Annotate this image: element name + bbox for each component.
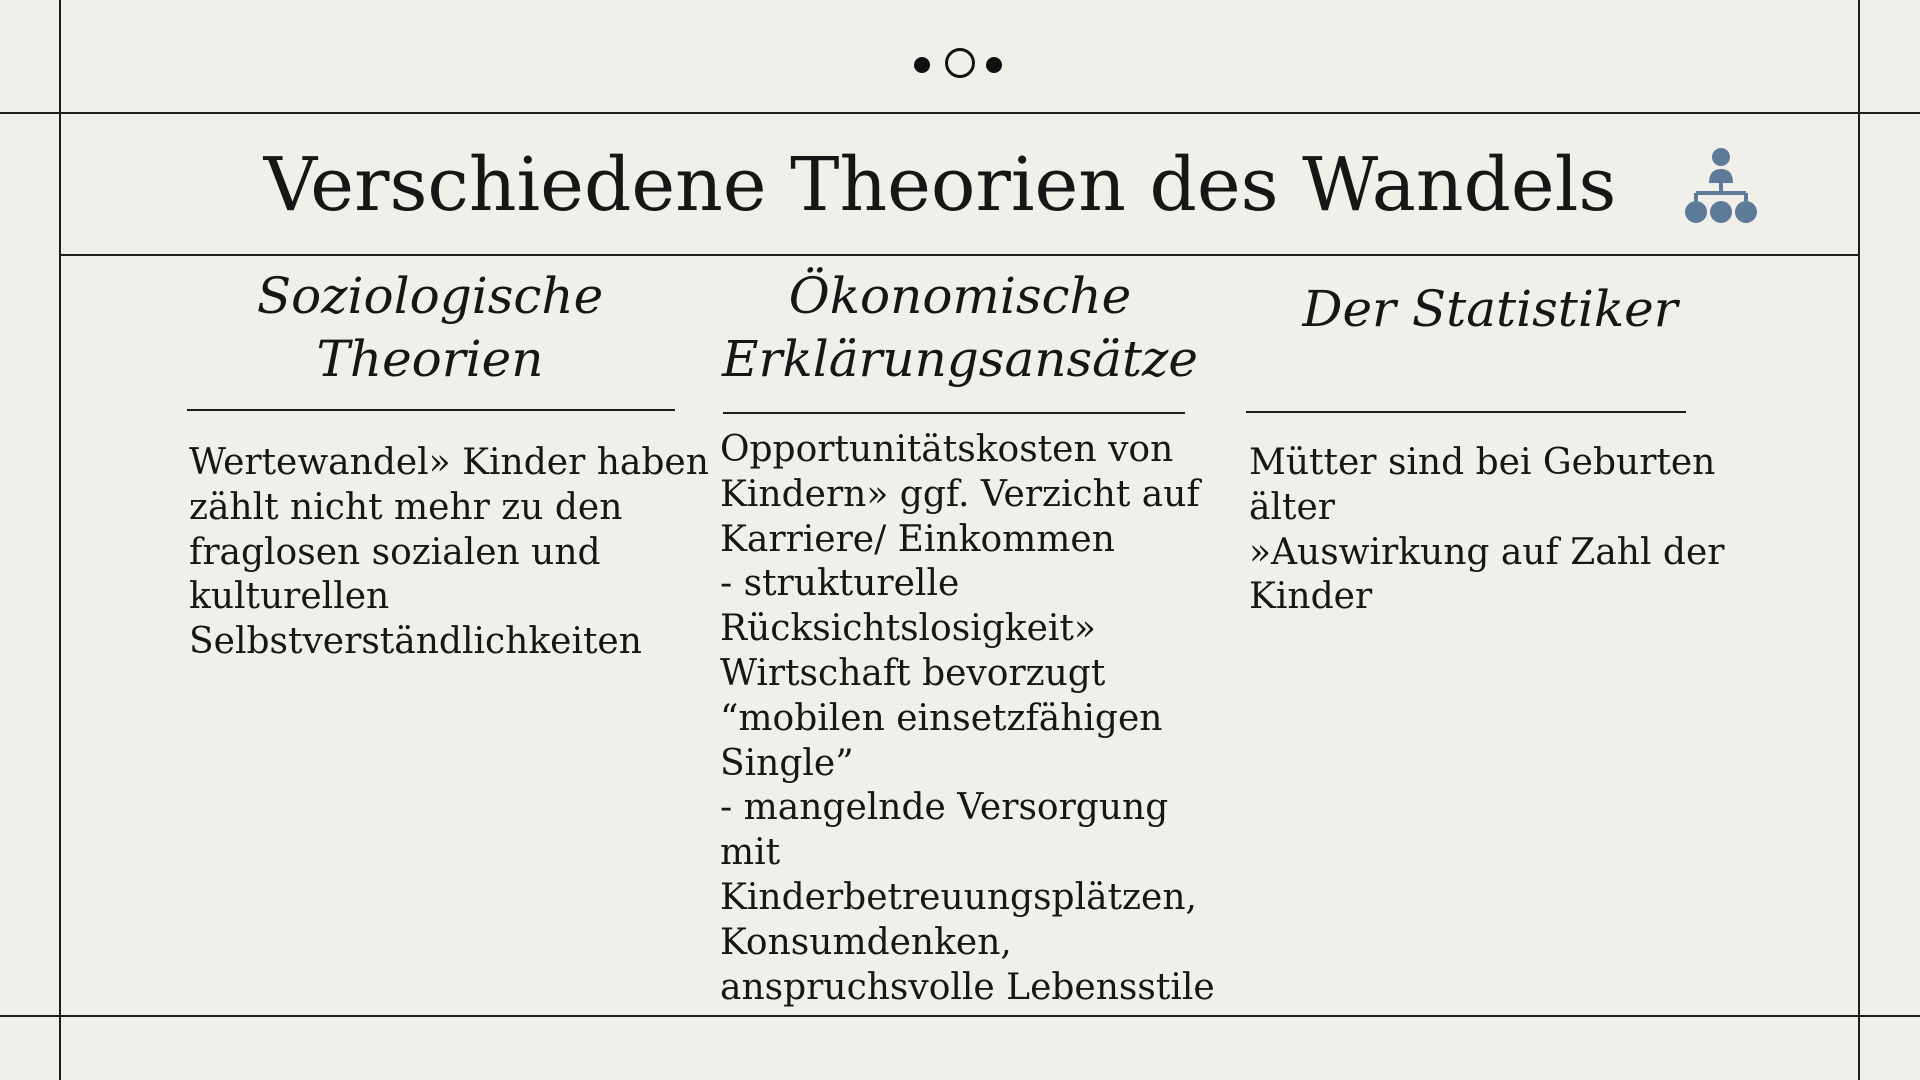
column-heading-oekonomische-erklaerungsansaetze: Ökonomische Erklärungsansätze	[722, 267, 1198, 388]
dots-indicator-icon	[912, 48, 1008, 82]
column-2-divider	[723, 412, 1185, 414]
column-heading-soziologische-theorien: Soziologische Theorien	[256, 267, 604, 388]
title-divider	[60, 254, 1860, 256]
column-body-der-statistiker: Mütter sind bei Geburten älter »Auswirkung auf Zahl der Kinder	[1249, 442, 1725, 618]
column-1-divider	[187, 409, 675, 411]
column-heading-der-statistiker: Der Statistiker	[1302, 280, 1678, 338]
right-frame-line	[1858, 0, 1860, 1080]
column-3-divider	[1246, 411, 1686, 413]
page-title: Verschiedene Theorien des Wandels	[263, 142, 1617, 228]
column-body-soziologische-theorien: Wertewandel» Kinder haben zählt nicht mehr zu den fraglosen sozialen und kulturellen Selbstverständlichkeiten	[189, 442, 709, 663]
column-body-oekonomische-erklaerungsansaetze: Opportunitätskosten von Kindern» ggf. Verzicht auf Karriere/ Einkommen - strukturelle Rücksichtslosigkeit» Wirtschaft bevorzugt “mobilen einsetzfähigen Single” - mangelnde Versorgung mit Kinderbetreuungsplätzen, Konsumdenken, anspruchsvolle Lebensstile	[720, 429, 1215, 1008]
top-frame-line	[0, 112, 1920, 114]
left-frame-line	[59, 0, 61, 1080]
hierarchy-icon	[1683, 147, 1759, 225]
bottom-frame-line	[0, 1015, 1920, 1017]
